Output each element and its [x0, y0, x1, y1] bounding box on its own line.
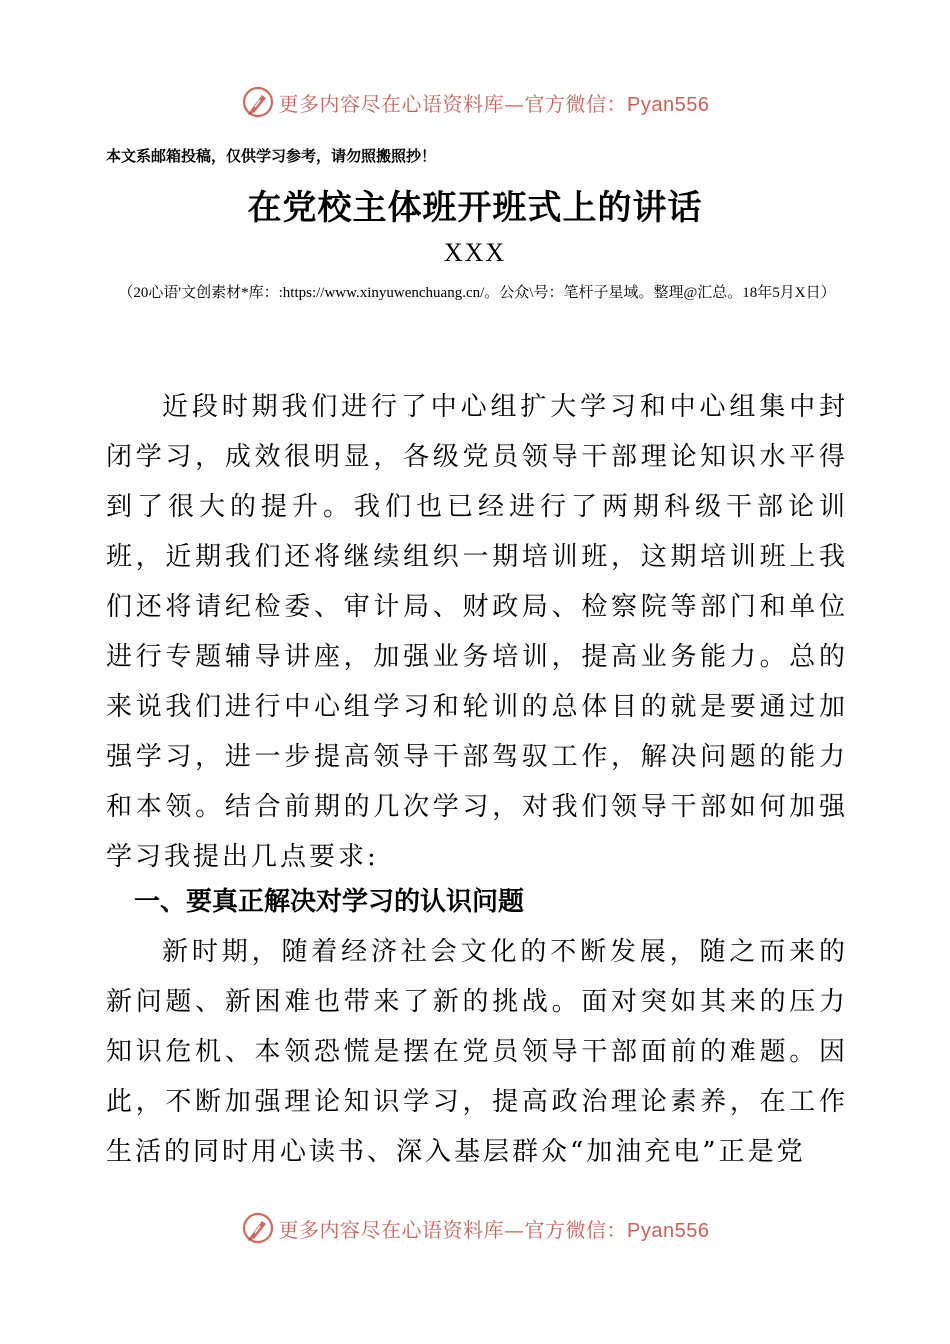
section-heading: 一、要真正解决对学习的认识问题	[134, 887, 525, 917]
banner-label: 更多内容尽在心语资料库—官方微信：	[278, 91, 628, 116]
body-paragraph: 近段时期我们进行了中心组扩大学习和中心组集中封闭学习，成效很明显，各级党员领导干部理论知识水平得到了很大的提升。我们也已经进行了两期科级干部论训班，近期我们还将继续组织一期培训班，这期培训班上我们还将请纪检委、审计局、财政局、检察院等部门和单位进行专题辅导讲座，加强业务培训，提高业务能力。总的来说我们进行中心组学习和轮训的总体目的就是要通过加强学习，进一步提高领导干部驾驭工作，解决问题的能力和本领。结合前期的几次学习，对我们领导干部如何加强学习我提出几点要求:	[106, 392, 848, 872]
banner-text	[279, 1214, 710, 1243]
banner-wechat-handle: Pyan556	[627, 1219, 710, 1242]
submission-notice: 本文系邮箱投稿，仅供学习参考，请勿照搬照抄！	[106, 147, 437, 165]
footer-banner	[0, 1208, 950, 1248]
banner-label: 更多内容尽在心语资料库—官方微信：	[278, 1217, 628, 1242]
author-name: XXX	[443, 238, 507, 267]
pen-logo-icon	[241, 1211, 275, 1245]
pen-logo-icon	[241, 85, 275, 119]
source-note: （20心语'文创素材*库：:https://www.xinyuwenchuang.cn/。公众\号：笔杆子星域。整理@汇总。18年5月X日）	[118, 285, 836, 301]
body-paragraph: 新时期，随着经济社会文化的不断发展，随之而来的新问题、新困难也带来了新的挑战。面对突如其来的压力知识危机、本领恐慌是摆在党员领导干部面前的难题。因此，不断加强理论知识学习，提高政治理论素养，在工作生活的同时用心读书、深入基层群众“加油充电”正是党	[106, 937, 848, 1167]
banner-text	[279, 88, 710, 117]
header-banner	[0, 82, 950, 122]
banner-wechat-handle: Pyan556	[627, 93, 710, 116]
document-title: 在党校主体班开班式上的讲话	[247, 188, 703, 228]
